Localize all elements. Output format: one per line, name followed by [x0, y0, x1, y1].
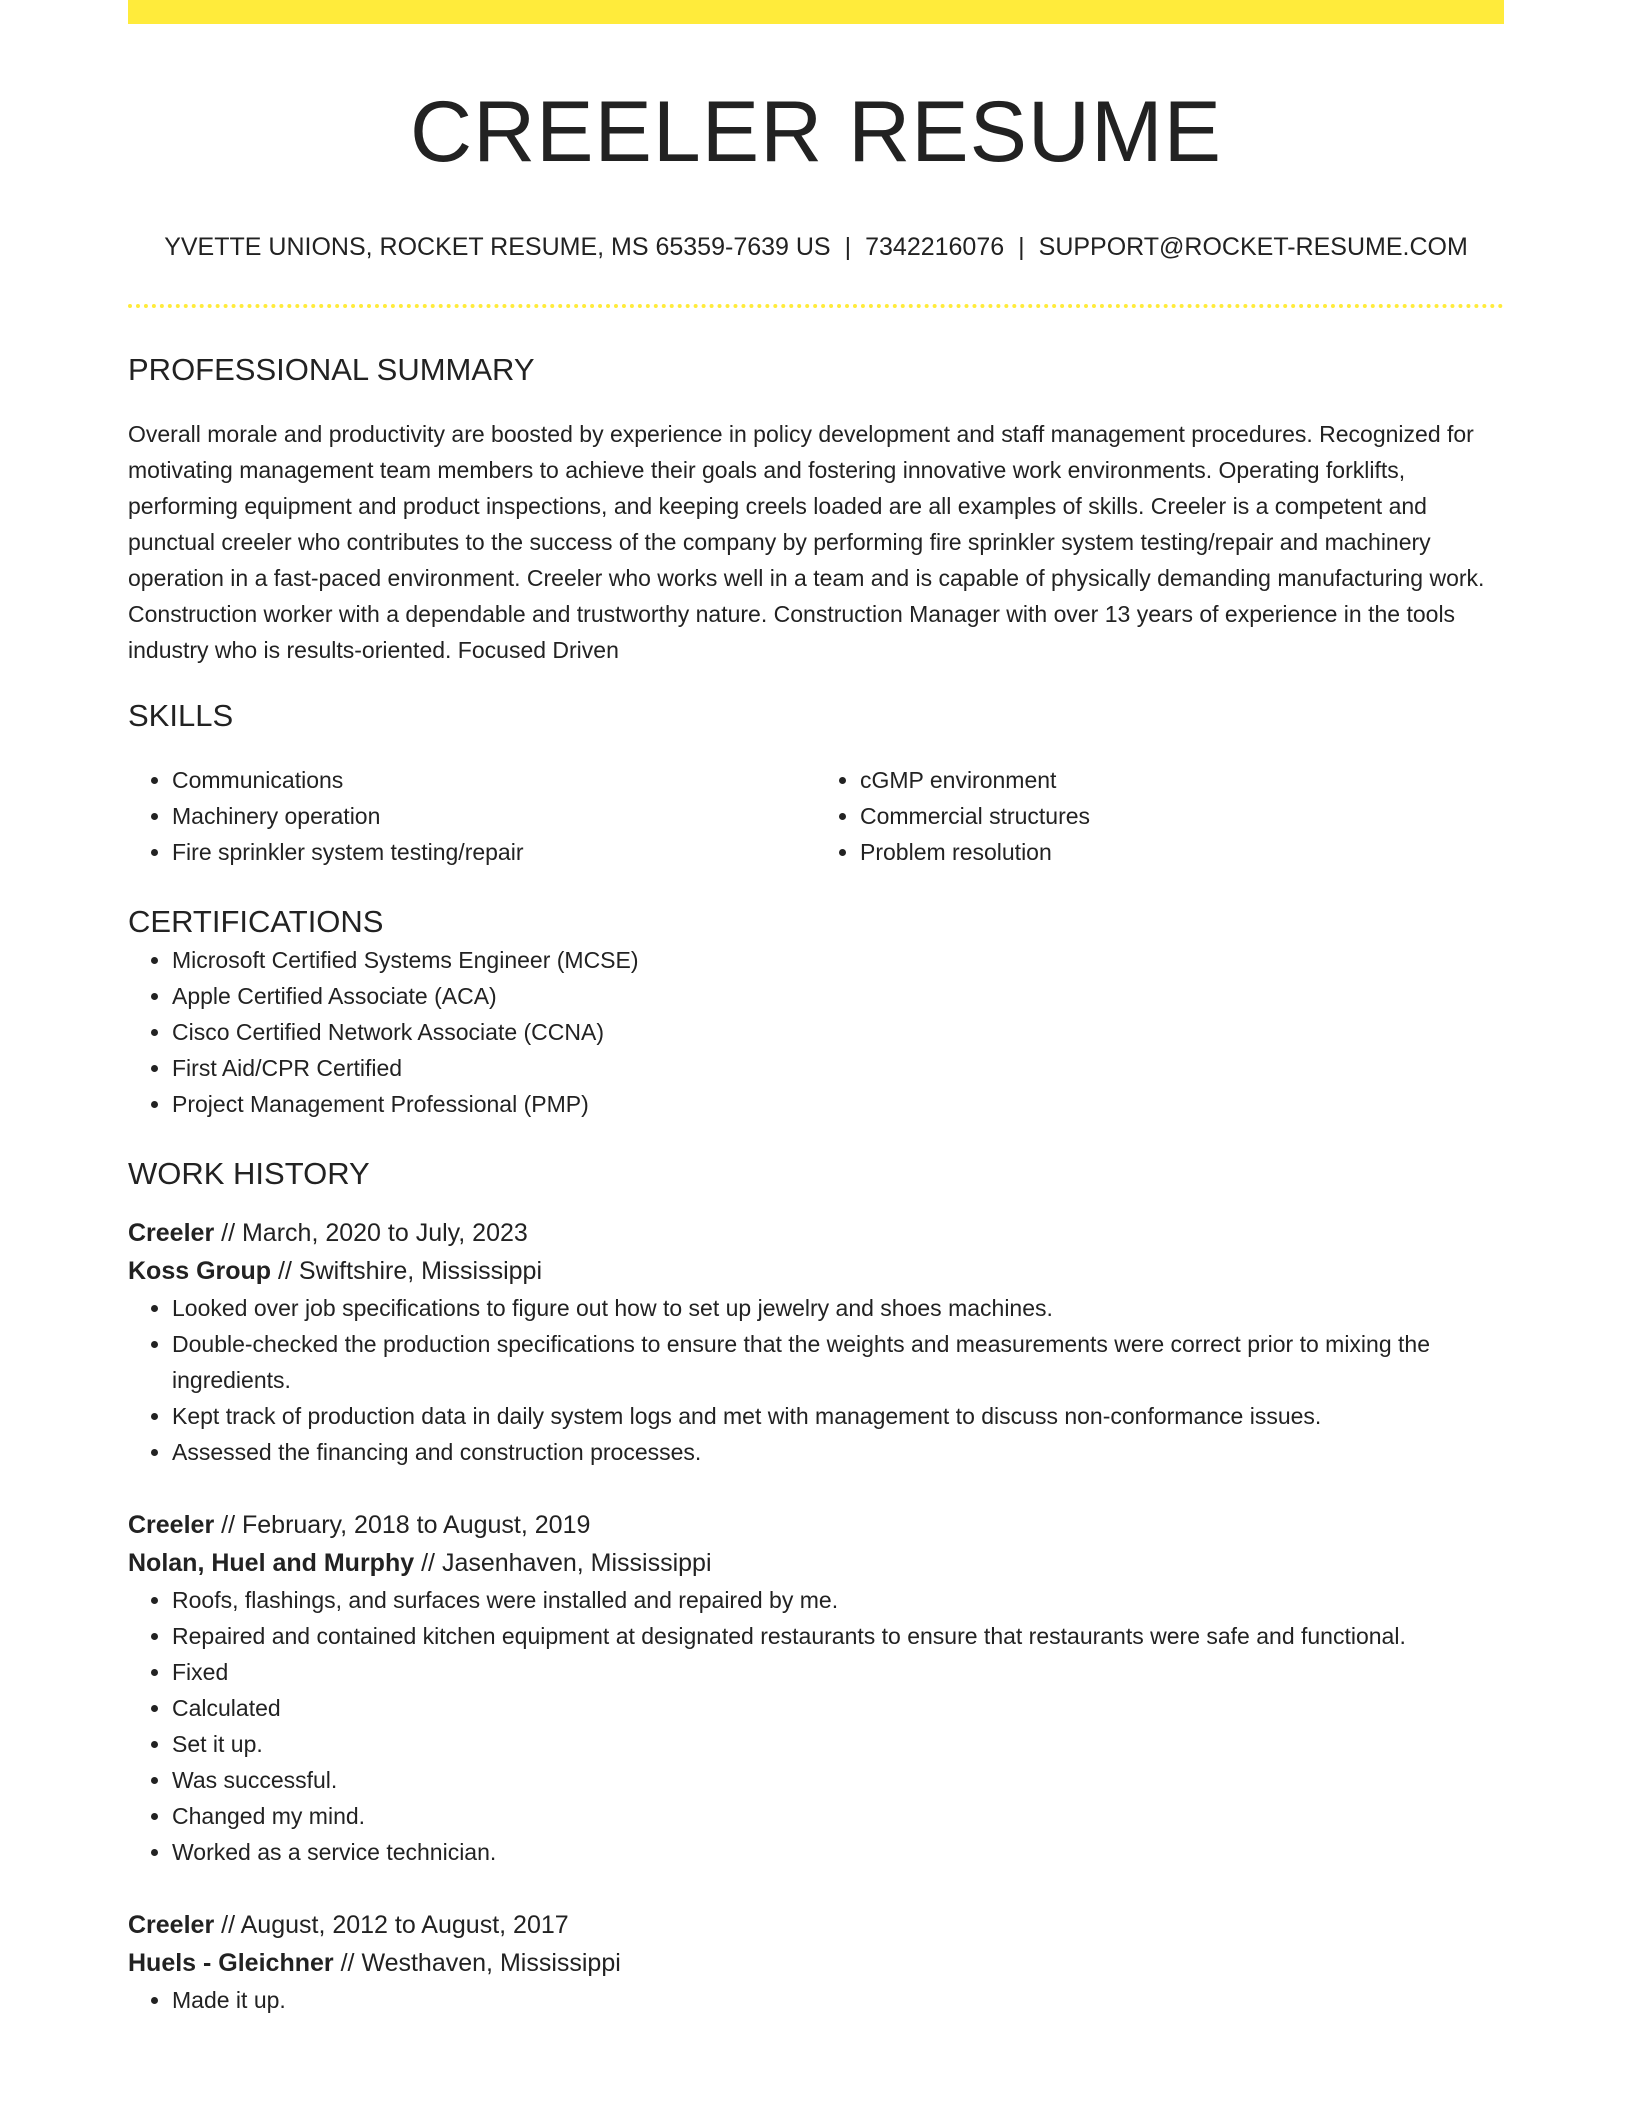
- job-location: Swiftshire, Mississippi: [298, 1257, 542, 1285]
- job-bullet: • Assessed the financing and construction processes.: [172, 1434, 1504, 1470]
- job-title: Creeler: [128, 1219, 215, 1247]
- certification-item: • Apple Certified Associate (ACA): [172, 978, 1504, 1014]
- certification-item: • Microsoft Certified Systems Engineer (MCSE): [172, 942, 1504, 978]
- job-bullet: • Set it up.: [172, 1726, 1504, 1762]
- job-company-line: [128, 1944, 1504, 1982]
- job-bullet: • Looked over job specifications to figure out how to set up jewelry and shoes machines.: [172, 1290, 1504, 1326]
- job-entry: [128, 1506, 1504, 1870]
- skills-list: [128, 762, 1504, 870]
- job-location: Westhaven, Mississippi: [361, 1949, 621, 1977]
- contact-line: [128, 230, 1504, 264]
- skills-heading: SKILLS: [128, 698, 234, 733]
- contact-separator: |: [844, 233, 852, 261]
- job-bullets: [128, 1290, 1504, 1470]
- job-bullet: • Kept track of production data in daily system logs and met with management to discuss non-conformance issues.: [172, 1398, 1504, 1434]
- work-history-heading: WORK HISTORY: [128, 1156, 370, 1191]
- job-bullet: • Repaired and contained kitchen equipment at designated restaurants to ensure that restaurants were safe and functional.: [172, 1618, 1504, 1654]
- skills-column-left: [128, 762, 816, 870]
- certification-item: • First Aid/CPR Certified: [172, 1050, 1504, 1086]
- job-separator: //: [278, 1257, 292, 1285]
- skill-item: • Commercial structures: [860, 798, 1504, 834]
- job-bullets: [128, 1582, 1504, 1870]
- skill-item: • cGMP environment: [860, 762, 1504, 798]
- job-separator: //: [421, 1549, 435, 1577]
- job-company: Huels - Gleichner: [128, 1949, 334, 1977]
- contact-email: SUPPORT@ROCKET-RESUME.COM: [1038, 233, 1468, 261]
- job-title-line: [128, 1506, 1504, 1544]
- job-dates: March, 2020 to July, 2023: [241, 1219, 528, 1247]
- job-company: Koss Group: [128, 1257, 272, 1285]
- job-separator: //: [221, 1511, 236, 1539]
- resume-page: [128, 0, 1504, 2018]
- summary-text: Overall morale and productivity are boosted by experience in policy development and staff management procedures. Recognized for motivating management team members to achieve their goals and fostering innovative work environments. Operating forklifts, performing equipment and product inspections, and keeping creels loaded are all examples of skills. Creeler is a competent and punctual creeler who contributes to the success of the company by performing fire sprinkler system testing/repair and machinery operation in a fast-paced environment. Creeler who works well in a team and is capable of physically demanding manufacturing work. Construction worker with a dependable and trustworthy nature. Construction Manager with over 13 years of experience in the tools industry who is results-oriented. Focused Driven: [128, 421, 1485, 663]
- skill-item: • Fire sprinkler system testing/repair: [172, 834, 816, 870]
- job-bullet: • Roofs, flashings, and surfaces were installed and repaired by me.: [172, 1582, 1504, 1618]
- job-company-line: [128, 1252, 1504, 1290]
- job-title-line: [128, 1906, 1504, 1944]
- certifications-heading: CERTIFICATIONS: [128, 904, 384, 939]
- job-separator: //: [340, 1949, 355, 1977]
- contact-phone: 7342216076: [865, 233, 1005, 261]
- job-title-line: [128, 1214, 1504, 1252]
- skill-item: • Problem resolution: [860, 834, 1504, 870]
- job-company: Nolan, Huel and Murphy: [128, 1549, 415, 1577]
- job-title: Creeler: [128, 1511, 215, 1539]
- certification-item: • Project Management Professional (PMP): [172, 1086, 1504, 1122]
- job-entry: [128, 1906, 1504, 2018]
- dotted-divider: [128, 304, 1504, 308]
- job-bullet: • Fixed: [172, 1654, 1504, 1690]
- job-separator: //: [221, 1911, 236, 1939]
- job-title: Creeler: [128, 1911, 215, 1939]
- job-bullet: • Changed my mind.: [172, 1798, 1504, 1834]
- job-dates: February, 2018 to August, 2019: [241, 1511, 591, 1539]
- skills-column-right: [816, 762, 1504, 870]
- summary-heading: PROFESSIONAL SUMMARY: [128, 352, 535, 387]
- job-bullet: • Calculated: [172, 1690, 1504, 1726]
- job-entry: [128, 1214, 1504, 1470]
- page-title: CREELER RESUME: [409, 84, 1223, 180]
- certification-item: • Cisco Certified Network Associate (CCNA): [172, 1014, 1504, 1050]
- job-bullets: [128, 1982, 1504, 2018]
- job-separator: //: [221, 1219, 236, 1247]
- contact-address: YVETTE UNIONS, ROCKET RESUME, MS 65359-7639 US: [164, 233, 831, 261]
- contact-separator: |: [1018, 233, 1025, 261]
- job-bullet: • Made it up.: [172, 1982, 1504, 2018]
- skill-item: • Communications: [172, 762, 816, 798]
- accent-bar: [128, 0, 1504, 24]
- job-company-line: [128, 1544, 1504, 1582]
- job-bullet: • Double-checked the production specifications to ensure that the weights and measurements were correct prior to mixing the ingredients.: [172, 1326, 1504, 1398]
- job-dates: August, 2012 to August, 2017: [240, 1911, 569, 1939]
- job-location: Jasenhaven, Mississippi: [441, 1549, 712, 1577]
- job-bullet: • Was successful.: [172, 1762, 1504, 1798]
- certifications-list: [128, 942, 1504, 1122]
- skill-item: • Machinery operation: [172, 798, 816, 834]
- job-bullet: • Worked as a service technician.: [172, 1834, 1504, 1870]
